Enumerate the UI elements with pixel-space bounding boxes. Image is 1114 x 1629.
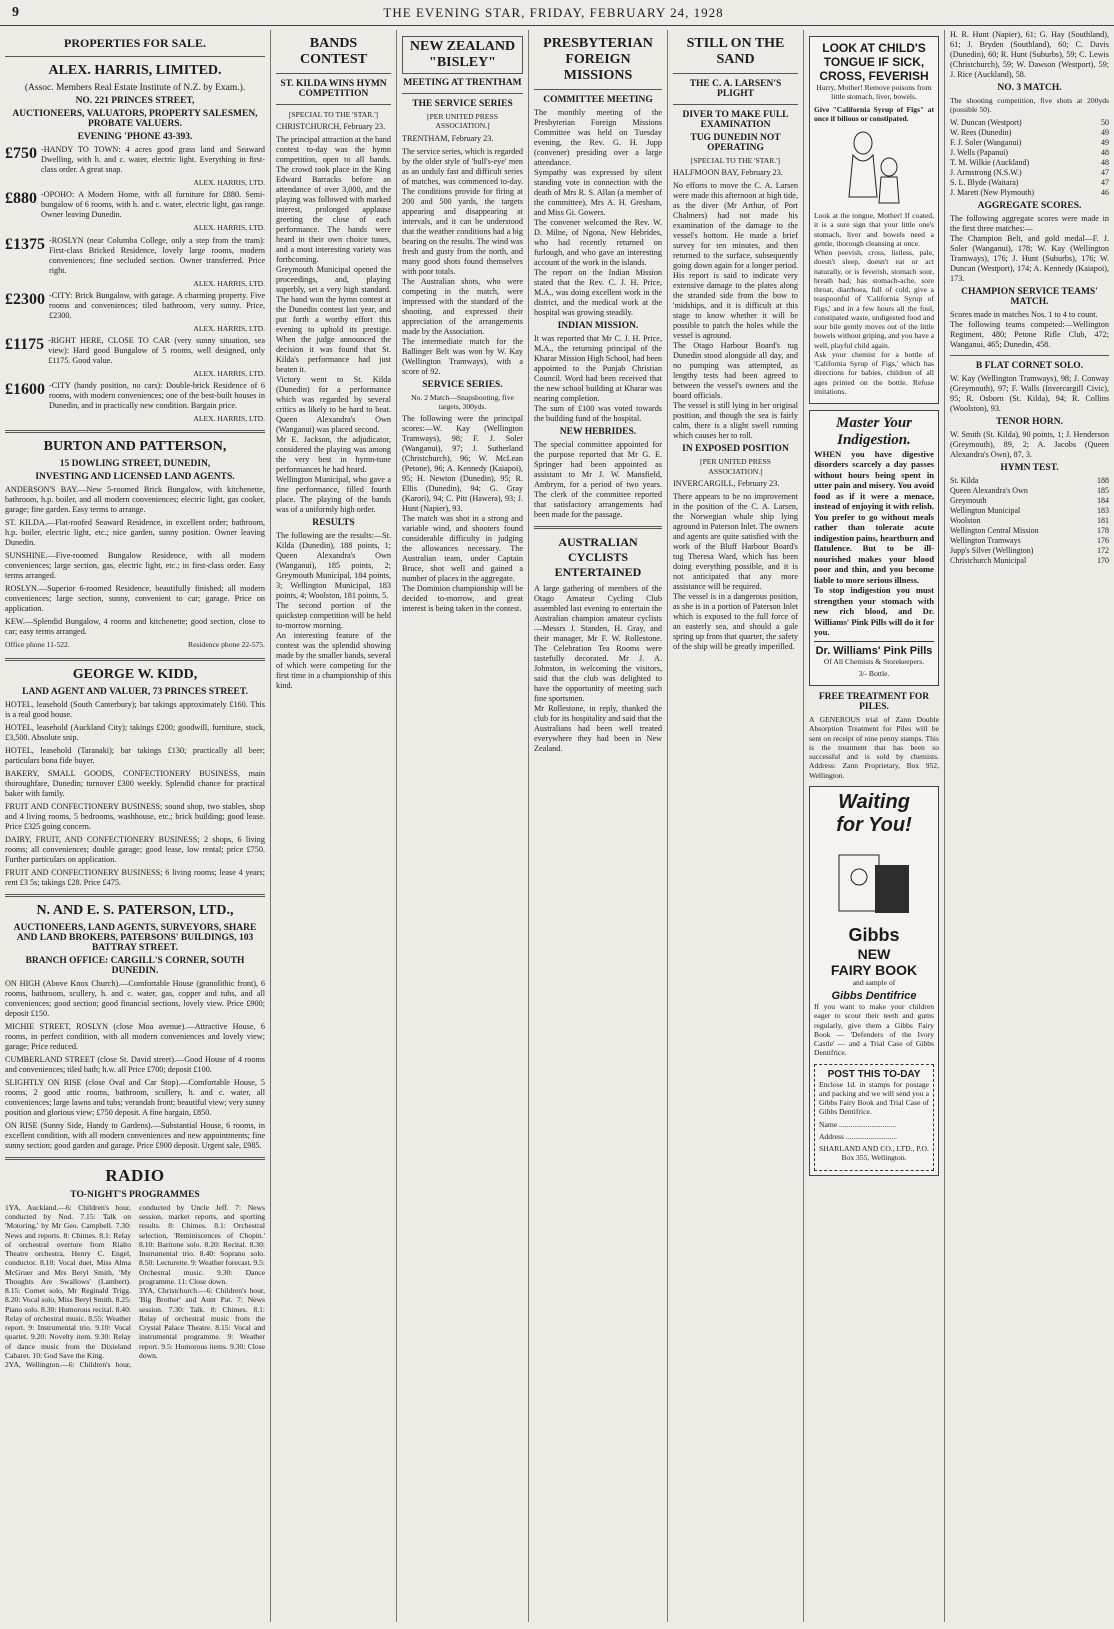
listing-text: ON HIGH (Above Knox Church).—Comfortable House (granolithic front), 6 rooms, bathroom, scullery, h. and c. water, gas, copper and tubs, and all conveniences; good section; good financial sections, lovely view. Price £900; deposit £150.	[5, 978, 265, 1018]
article-subhead-detail: The shooting competition, five shots at 200yds (possible 50).	[950, 96, 1109, 115]
ad-price: 3/- Bottle.	[858, 668, 890, 678]
article-subhead: B FLAT CORNET SOLO.	[975, 360, 1084, 371]
table-row	[950, 148, 1109, 158]
listing-text: HOTEL, leasehold (Auckland City); takings £200; goodwill, furniture, stock, £3,500. Absolute snip.	[5, 722, 265, 742]
ad-headline: LOOK AT CHILD'S	[822, 41, 926, 55]
band-name: Wellington Municipal	[950, 505, 1021, 515]
ad-body: Look at the tongue, Mother! If coated, it is a sure sign that your little one's stomach, liver and bowels need a gentle, thorough cleansing at once. When peevish, cross, listless, pale, doesn't sleep, doesn't eat or act naturally, or is feverish, stomach sour, breath bad; has stomach-ache, sore throat, diarrhoea, full of cold, give a teaspoonful of 'California Syrup of Figs,' and in a few hours all the foul, constipated waste, undigested food and sour bile gently moves out of the little bowels without griping, and you have a well, playful child again. Ask your chemist for a bottle of 'California Syrup of Figs,' which has directions for babies, children of all ages printed on the bottle. Refuse imitations.	[814, 211, 935, 396]
ad-product: Gibbs Dentifrice	[831, 990, 917, 1003]
shooter-name: J. Marett (New Plymouth)	[950, 187, 1034, 197]
ad-new: NEW	[857, 945, 891, 962]
coupon-address-label: Address	[819, 1131, 844, 1141]
article-title: PRESBYTERIAN FOREIGN MISSIONS	[543, 36, 653, 83]
article-dateline: CHRISTCHURCH, February 23.	[276, 122, 386, 132]
ad-body: WHEN you have digestive disorders scarcely a day passes without hours being spent in utter pain and misery. You avoid food as if it were a menace, instead of enjoying it with relish. You prefer to go without meals rather than tolerate acute indigestion pains, heartburn and flatulence. But to be ill-nourished makes your blood poor and thin, and you become liable to more serious illness. To stop indigestion you must strengthen your stomach with new rich blood, and Dr. Williams' Pink Pills will do it for you.	[814, 449, 934, 638]
agent-name: BURTON AND PATTERSON,	[43, 438, 227, 454]
band-score: 184	[1097, 495, 1109, 505]
article-credit: [PER UNITED PRESS ASSOCIATION.]	[700, 457, 771, 476]
shooter-score: 46	[1101, 187, 1109, 197]
ad-body: If you want to make your children eager to scour their teeth and gums regularly, give them a Gibbs Fairy Book — 'Defenders of the Ivory Castle' — and a Trial Case of Gibbs Dentifrice.	[814, 1002, 934, 1058]
band-name: Wellington Tramways	[950, 535, 1021, 545]
table-row	[950, 506, 1109, 516]
shooter-score: 48	[1101, 147, 1109, 157]
listing	[5, 336, 265, 369]
shooter-score: 47	[1101, 177, 1109, 187]
article-subhead: RESULTS	[312, 518, 355, 529]
article-subtitle: THE SERVICE SERIES	[412, 99, 513, 109]
listing-text: -OPOHO: A Modern Home, with all furniture for £880. Semi-bungalow of 6 rooms, with h. and c. water, electric light, gas range. Owner leaving Dunedin.	[41, 190, 265, 220]
band-score: 176	[1097, 535, 1109, 545]
article-body: The monthly meeting of the Presbyterian Foreign Missions Committee was held on Tuesday evening, the Rev. G. H. Jupp (convener) presiding over a large attendance. Sympathy was expressed by silent standing vote in connection with the death of Mrs R. S. Allan (a member of the committee), Mrs A. H. Gresham, and Miss Gi. Gowers. The convener welcomed the Rev. W. D. Milne, of Ngona, New Hebrides, who had recently returned on furlough, and who gave an interesting account of the work in the islands. The report on the Indian Mission stated that the Rev. C. J. H. Price, M.A., was doing excellent work in the district, and the medical work at the hospital was growing steadily.	[534, 108, 662, 317]
listing-text: -CITY: Brick Bungalow, with garage. A charming property. Five rooms and conveniences; tiled bathroom, very sunny. Price, £2300.	[49, 290, 265, 320]
listing-text: ANDERSON'S BAY.—New 5-roomed Brick Bungalow, with kitchenette, bathroom, h.p. boiler, and all modern conveniences; electric light, gas cooker, garage; fine garden. Easy terms to arrange.	[5, 484, 265, 514]
listing-sign: ALEX. HARRIS, LTD.	[193, 323, 265, 333]
band-name: St. Kilda	[950, 475, 979, 485]
listing-sign: ALEX. HARRIS, LTD.	[193, 178, 265, 187]
phone-row	[5, 640, 265, 652]
article-body: No efforts to move the C. A. Larsen were made this afternoon at high tide, as the diver (Mr Arthur, of Port Chalmers) had not made his examination of the damage to the vessel's bottom. He made a brief survey for ten minutes, and then returned to the surface, subsequently going down again for a longer period. His report is said to indicate very extensive damage to the plates along the stranded side from the bow to 'midships, and it is difficult at this stage to know whether it will be possible to patch the holes while the vessel is aground. The Otago Harbour Board's tug Dunedin stood alongside all day, and no pumping was attempted, as lengthy tests had been agreed to between the vessel's owners and the board officials. The vessel is still lying in her original position, and though the sea is fairly calm, there is a slight swell running which causes her to roll.	[673, 181, 798, 441]
listing-price: £1375	[5, 235, 45, 253]
table-row	[950, 476, 1109, 486]
radio-programmes: 1YA, Auckland.—6: Children's hour, conducted by Nod. 7.15: Talk on 'Motoring,' by Mr Geo. Campbell. 7.30: News and reports. 8: Chimes. 8.1: Relay of orchestral overture from Rialto Theatre orchestra, Henry C. Engel, conductor. 8.10: Vocal duet, Miss Alma McGruer and Mrs Beryl Smith, 'My Thoughts Are Swallows' (Lambert). 8.15: Cornet solo, Mr Reginald Trigg. 8.20: Vocal solo, Miss Beryl Smith. 8.25: Piano solo. 8.30: Humorous recital. 8.40: Relay of orchestral music. 8.55: Weather report. 9: Instrumental trio. 9.10: Vocal quartet. 9.20: Novelty item. 9.30: Relay of dance music from the Dixieland Cabaret. 10: God Save the King. 2YA, Wellington.—6: Children's hour, conducted by Uncle Jeff. 7: News session, market reports, and sporting results. 8: Chimes. 8.1: Orchestral selection, 'Reminiscences of Chopin.' 8.10: Baritone solo. 8.20: Recital. 8.30: Instrumental trio. 8.40: Soprano solo. 8.50: Lecturette. 9: Weather forecast. 9.5: Orchestral music. 9.30: Dance programme. 11: Close down. 3YA, Christchurch.—6: Children's hour, 'Big Brother' and Aunt Pat. 7: News session. 7.30: Talk. 8: Chimes. 8.1: Relay of orchestral music from the Crystal Palace Theatre. 8.15: Vocal and instrumental programme. 9: Weather report. 9.5: Humorous items. 9.30: Close down.	[5, 1202, 265, 1369]
syrup-of-figs-ad	[809, 36, 939, 404]
agent-line: AUCTIONEERS, LAND AGENTS, SURVEYORS, SHARE AND LAND BROKERS, PATERSONS' BUILDINGS, 103 BATTRAY STREET.	[13, 922, 257, 953]
band-name: Jupp's Silver (Wellington)	[950, 545, 1034, 555]
listing-price: £750	[5, 145, 37, 162]
band-score: 172	[1097, 545, 1109, 555]
column-advertisements	[803, 30, 944, 1622]
band-score: 170	[1097, 555, 1109, 565]
listing-sign: ALEX. HARRIS, LTD.	[193, 223, 265, 233]
article-title: BANDS CONTEST	[300, 36, 367, 67]
table-row	[950, 118, 1109, 128]
article-subhead: INDIAN MISSION.	[557, 321, 639, 331]
ad-lead: Hurry, Mother! Remove poisons from little stomach, liver, bowels.	[816, 83, 932, 102]
ad-give: Give "California Syrup of Figs" at once if bilious or constipated.	[814, 104, 934, 123]
article-body: Scores made in matches Nos. 1 to 4 to count. The following teams competed:—Wellington Regiment, 480; Petone Rifle Club, 472; Wanganui, 465; Dunedin, 458.	[950, 309, 1109, 349]
table-row	[950, 556, 1109, 566]
listing-text: BAKERY, SMALL GOODS, CONFECTIONERY BUSINESS, main thoroughfare, Dunedin; turnover £300 weekly. Splendid chance for practical baker with family.	[5, 768, 265, 798]
article-dateline: HALFMOON BAY, February 23.	[673, 168, 783, 178]
ad-headline: Waiting	[838, 790, 910, 813]
agent-sub: (Assoc. Members Real Estate Institute of N.Z. by Exam.).	[24, 83, 246, 93]
ad-brand: Gibbs	[848, 924, 900, 945]
agent-line: INVESTING AND LICENSED LAND AGENTS.	[35, 471, 235, 482]
shooter-score: 49	[1101, 127, 1109, 137]
ad-sub: Of All Chemists & Storekeepers.	[823, 656, 925, 666]
table-row	[950, 486, 1109, 496]
score-table	[950, 118, 1109, 198]
article-body: W. Kay (Wellington Tramways), 98; J. Conway (Greymouth), 97; F. Walls (Invercargill Civic), 95; R. Osborn (St. Kilda), 94; R. Collins (Woolston), 93.	[950, 373, 1109, 413]
ad-headline: CROSS, FEVERISH	[819, 69, 929, 83]
ad-headline: for You!	[836, 813, 912, 836]
article-credit: [PER UNITED PRESS ASSOCIATION.]	[427, 112, 498, 131]
article-body: The service series, which is regarded by the older style of 'bull's-eye' men as an unduly fast and difficult series of matches, was commenced to-day. The conditions provide for firing at 200 and 500 yards, the targets appearing and disappearing at intervals, and it can be understood that the weather conditions had a big bearing on the results. The wind was fresh and gusty from the north, and many good shots found themselves with poor totals. The Australian shots, who were competing in the match, were impressed with the standard of the shooting, and expressed their appreciation of the arrangements made by the Association. The intermediate match for the Ballinger Belt was won by W. Kay (Wellington Tramways), with a score of 92.	[402, 146, 523, 376]
article-subtitle: COMMITTEE MEETING	[543, 95, 653, 105]
band-name: Wellington Central Mission	[950, 525, 1039, 535]
table-row	[950, 536, 1109, 546]
residence-phone: Residence phone 22-575.	[188, 639, 265, 649]
listing-text: -CITY (handy position, no cars): Double-brick Residence of 6 rooms, with modern conveniences; one of the best-built houses in Dunedin, and in practically new condition. Bargain price.	[49, 381, 265, 411]
ad-brand: Dr. Williams' Pink Pills	[814, 641, 934, 657]
article-subhead: SERVICE SERIES.	[422, 379, 503, 390]
listing-text: -ROSLYN (near Columba College, only a step from the tram): First-class Bricked Residence, lovely large rooms, modern conveniences; fine secluded section. Owner transferred. Price right.	[49, 235, 265, 275]
ad-headline: Master Your	[836, 415, 912, 431]
article-subtitle: THE C. A. LARSEN'S PLIGHT	[689, 79, 782, 99]
page-number: 9	[12, 4, 19, 20]
listing-price: £1600	[5, 381, 45, 399]
article-subtitle: DIVER TO MAKE FULL EXAMINATION	[682, 110, 789, 130]
agent-address: 15 DOWLING STREET, DUNEDIN,	[59, 458, 211, 469]
article-subhead: NEW HEBRIDES.	[559, 427, 637, 437]
listing-text: FRUIT AND CONFECTIONERY BUSINESS; sound shop, two stables, shop and 4 living rooms, 5 bedrooms, washhouse, etc.; brick building; good lease. Price £325 going concern.	[5, 801, 265, 831]
listing	[5, 190, 265, 223]
masthead	[0, 0, 1114, 26]
listing-text: -HANDY TO TOWN: 4 acres good grass land and Seaward Dwelling, with h. and c. water, electric light. Everything in first-class order. A great snap.	[41, 145, 265, 174]
article-body: There appears to be no improvement in the position of the C. A. Larsen, the Norwegian whale ship lying aground in Paterson Inlet. The owners and agents are quite satisfied with the work of the Bluff Harbour Board's tug Theresa Ward, which has been doing everything possible, and it is not anticipated that any more assistance will be required. The vessel is in a dangerous position, as she is in a portion of Paterson Inlet which is exposed to the full force of an easterly sea, and should a gale spring up from that quarter, the safety of the ship will be greatly imperilled.	[673, 491, 798, 651]
table-row	[950, 168, 1109, 178]
listing-text: DAIRY, FRUIT, AND CONFECTIONERY BUSINESS; 2 shops, 6 living rooms; all conveniences; double garage; good lease, low rental; price £750. Further particulars on application.	[5, 834, 265, 864]
column-bisley	[396, 30, 528, 1622]
agent-name: ALEX. HARRIS, LIMITED.	[48, 63, 222, 78]
shooter-name: S. L. Blyde (Waitara)	[950, 177, 1019, 187]
article-body: The principal attraction at the band contest to-day was the hymn competition, open to all bands. The crowd took place in the King Edward Barracks before an attendance of over 3,000, and the playing was followed with marked interest, prolonged applause greeting the close of each performance. The bands were heard in their own choice tunes, and a most interesting variety was forthcoming. Greymouth Municipal opened the proceedings, and, playing superbly, set a very high standard. The band won the hymn contest at the Dunedin contest last year, and put forth a worthy effort this evening to uphold its prestige. When the judge announced the decision it was found that St. Kilda's performance had just beaten it. Victory went to St. Kilda (Dunedin) for a performance which was regarded by several critics as likely to be hard to beat. Queen Alexandra's Own (Wanganui) was placed second. Mr E. Jackson, the adjudicator, considered the playing was among the very best in hymn-tune performances he had heard. Wellington Municipal, who gave a fine performance, filled fourth place. The playing of the bands was of a uniformly high order.	[276, 135, 391, 515]
listing-text: SLIGHTLY ON RISE (close Oval and Car Stop).—Comfortable House, 5 rooms, 2 good attic rooms, bathroom, scullery, h. and c. water, all conveniences; large lawns and tubs; verandah front; beautiful view; very sunny position and glorious view; £750 deposit. A fine bargain, £850.	[5, 1077, 265, 1117]
band-score: 188	[1097, 475, 1109, 485]
agent-line: LAND AGENT AND VALUER, 73 PRINCES STREET.	[22, 686, 248, 697]
listing-text: MICHIE STREET, ROSLYN (close Moa avenue).—Attractive House, 6 rooms, in perfect condition, with all modern conveniences and lovely view; garage; Price reduced.	[5, 1021, 265, 1051]
shooter-score: 50	[1101, 117, 1109, 127]
article-body: H. R. Hunt (Napier), 61; G. Hay (Southland), 61; J. Bryden (Southland), 60; C. Davis (Dunedin), 60; R. Hunt (Suburbs), 59; C. Lewis (Christchurch), 59; W. Dawson (Westport), 59; J. Rice (Auckland), 58.	[950, 30, 1109, 79]
article-credit: [SPECIAL TO THE 'STAR.']	[288, 110, 379, 119]
table-row	[950, 526, 1109, 536]
article-body: The special committee appointed for the purpose reported that Mr G. E. Springer had been appointed as assistant to Mr J. W. Mansfield, Ambrym, for a period of two years. The clerk of the committee reported that satisfactory arrangements had been made for the passage.	[534, 440, 662, 519]
coupon-address-field[interactable]: Address ...........................	[819, 1131, 898, 1141]
table-row	[950, 496, 1109, 506]
column-bands-contest	[270, 30, 396, 1622]
piles-title: FREE TREATMENT FOR PILES.	[818, 692, 930, 713]
article-body: It was reported that Mr C. J. H. Price, M.A., the returning principal of the Kharar Mission High School, had been appointed to the Punjab Christian Council. Word had been received that the new school building at Kharar was nearing completion. The sum of £100 was voted towards the building fund of the hospital.	[534, 334, 662, 423]
article-body: The following aggregate scores were made in the first three matches:— The Champion Belt, and gold medal—F. J. Soler (Wanganui), 178; W. Kay (Wellington Tramways), 176; J. Hunt (Suburbs), 176; W. Duncan (Westport), 174; A. Kennedy (Kaiapoi), 173.	[950, 213, 1109, 283]
article-credit: [SPECIAL TO THE 'STAR.']	[690, 156, 781, 165]
band-name: Greymouth	[950, 495, 987, 505]
table-row	[950, 178, 1109, 188]
shooter-name: J. Wells (Papanui)	[950, 147, 1009, 157]
column-scores	[944, 30, 1114, 1622]
listing	[5, 236, 265, 279]
fairy-book-illustration	[829, 841, 919, 921]
article-body: The following were the principal scores:—W. Kay (Wellington Tramways), 98; F. J. Soler (Wanganui), 97; J. Sutherland (Christchurch), 96; W. McLean (Petone), 96; A. Kennedy (Kaiapoi), 95; H. Newton (Dunedin), 95; R. Ellis (Dunedin), 94; G. Gray (Karori), 94; C. Pitt (Hawera), 93; J. Hunt (Napier), 93. The match was shot in a strong and variable wind, and shooters found considerable difficulty in judging the allowances necessary. The Australian team, under Captain Bruce, shot well and gained a number of places in the aggregate. The Dominion championship will be decided to-morrow, and great interest is being taken in the contest.	[402, 414, 523, 613]
listing-text: -RIGHT HERE, CLOSE TO CAR (very sunny situation, sea view): Hard good Bungalow of 5 rooms, well designed, only £1175. Good value.	[48, 336, 265, 365]
listing-text: ROSLYN.—Superior 6-roomed Residence, beautifully finished; all modern conveniences; large section, sunny, convenient to car; garage. Price on application.	[5, 583, 265, 613]
ad-headline: TONGUE IF SICK,	[823, 55, 925, 69]
article-subhead: TENOR HORN.	[995, 416, 1064, 427]
table-row	[950, 158, 1109, 168]
coupon-body: Enclose 1d. in stamps for postage and packing and we will send you a Gibbs Fairy Book and Trial Case of Gibbs Dentifrice.	[819, 1079, 929, 1117]
coupon-name-label: Name	[819, 1119, 838, 1129]
listing-text: ON RISE (Sunny Side, Handy to Gardens).—Substantial House, 6 rooms, in excellent condition, with all modern conveniences and new appointments; fine sunny section; good garden and garage. Price £900 deposit. Urgent sale, £985.	[5, 1120, 265, 1150]
shooter-name: F. J. Soler (Wanganui)	[950, 137, 1022, 147]
shooter-score: 47	[1101, 167, 1109, 177]
article-subtitle: TUG DUNEDIN NOT OPERATING	[690, 133, 781, 153]
listing-price: £880	[5, 190, 37, 208]
mother-child-illustration	[839, 127, 909, 207]
listing-text: FRUIT AND CONFECTIONERY BUSINESS; 6 living rooms; lease 4 years; rent £3 5s; takings £28. Price £475.	[5, 867, 265, 887]
band-name: Christchurch Municipal	[950, 555, 1027, 565]
listing	[5, 291, 265, 324]
listing	[5, 381, 265, 414]
listing-text: ST. KILDA.—Flat-roofed Seaward Residence, in excellent order; bathroom, h.p. boiler, electric light, etc.; nice garden, sunny position. Owner leaving Dunedin.	[5, 517, 265, 547]
band-score: 183	[1097, 505, 1109, 515]
article-subhead: IN EXPOSED POSITION	[682, 444, 789, 455]
article-body: A large gathering of members of the Otago Amateur Cycling Club assembled last evening to entertain the Australian champion amateur cyclists—Messrs J. Standen, H. Gray, and their manager, Mr F. W. Rollestone. The Celebration Tea Rooms were tastefully decorated. Mr J. A. Johnston, in welcoming the visitors, said that the club was delighted to have the opportunity of meeting such fine sportsmen. Mr Rollestone, in reply, thanked the club for its hospitality and said that the Australians had been well treated everywhere they had been in New Zealand.	[534, 584, 662, 753]
hymn-table	[950, 476, 1109, 566]
gibbs-ad	[809, 786, 939, 1176]
ad-headline: Indigestion.	[837, 432, 911, 448]
band-name: Queen Alexandra's Own	[950, 485, 1028, 495]
coupon-title: POST THIS TO-DAY	[827, 1068, 921, 1080]
masthead-title: THE EVENING STAR, FRIDAY, FEBRUARY 24, 1928	[383, 4, 724, 20]
agent-name: N. AND E. S. PATERSON, LTD.,	[36, 902, 234, 918]
table-row	[950, 188, 1109, 198]
band-score: 185	[1097, 485, 1109, 495]
article-dateline: INVERCARGILL, February 23.	[673, 478, 780, 488]
band-score: 178	[1097, 525, 1109, 535]
article-subtitle: ST. KILDA WINS HYMN COMPETITION	[280, 79, 387, 99]
article-subhead: AGGREGATE SCORES.	[977, 200, 1082, 211]
band-score: 181	[1097, 515, 1109, 525]
ad-and: and sample of	[852, 977, 896, 987]
piles-body: A GENEROUS trial of Zann Double Absorption Treatment for Piles will be sent on receipt of nine penny stamps. This is the treatment that has been so successful and is sold by chemists. Address: Zann Proprietary, Box 952, Wellington.	[809, 715, 939, 780]
article-title: STILL ON THE SAND	[686, 36, 785, 67]
listing-price: £1175	[5, 336, 45, 353]
agent-line: AUCTIONEERS, VALUATORS, PROPERTY SALESMEN, PROBATE VALUERS.	[12, 109, 258, 129]
article-subhead: NO. 3 MATCH.	[997, 83, 1062, 93]
office-phone: Office phone 11-522.	[5, 639, 70, 649]
table-row	[950, 128, 1109, 138]
article-title: AUSTRALIAN CYCLISTS ENTERTAINED	[554, 535, 642, 579]
radio-subtitle: TO-NIGHT'S PROGRAMMES	[70, 1189, 200, 1200]
article-body: W. Smith (St. Kilda), 90 points, 1; J. Henderson (Greymouth), 89, 2; A. Jacobs (Queen Alexandra's Own), 87, 3.	[950, 429, 1109, 459]
band-name: Woolston	[950, 515, 981, 525]
shooter-name: W. Duncan (Westport)	[950, 117, 1022, 127]
listing-sign: ALEX. HARRIS, LTD.	[193, 278, 265, 288]
column-larsen	[667, 30, 803, 1622]
coupon[interactable]	[814, 1064, 934, 1171]
article-subhead: CHAMPION SERVICE TEAMS' MATCH.	[961, 286, 1098, 307]
listing-text: KEW.—Splendid Bungalow, 4 rooms and kitchenette; good section, close to car; easy terms arranged.	[5, 616, 265, 636]
listing-sign: ALEX. HARRIS, LTD.	[193, 369, 265, 378]
radio-title: RADIO	[105, 1165, 165, 1185]
article-subtitle: MEETING AT TRENTHAM	[403, 78, 522, 88]
agent-branch: BRANCH OFFICE: CARGILL'S CORNER, SOUTH DUNEDIN.	[25, 955, 245, 976]
table-row	[950, 138, 1109, 148]
article-subhead: HYMN TEST.	[1000, 462, 1059, 473]
ad-book: FAIRY BOOK	[830, 961, 918, 978]
shooter-name: W. Rees (Dunedin)	[950, 127, 1012, 137]
article-body: The following are the results:—St. Kilda (Dunedin), 188 points, 1; Queen Alexandra's Own (Wanganui), 185 points, 2; Greymouth Municipal, 184 points, 3; Wellington Municipal, 183 points, 4; Woolston, 181 points, 5. The second portion of the quickstep competition will be held to-morrow morning. An interesting feature of the contest was the splendid showing made by the smaller bands, several of which were competing for the first time in a championship of this kind.	[276, 531, 391, 691]
listing-sign: ALEX. HARRIS, LTD.	[193, 414, 265, 424]
shooter-score: 49	[1101, 137, 1109, 147]
coupon-agent: SHARLAND AND CO., LTD., P.O. Box 355, Wellington.	[819, 1144, 929, 1163]
article-subhead-detail: No. 2 Match—Snapshooting, five targets, 300yds.	[411, 392, 514, 411]
listing-text: HOTEL, leasehold (Taranaki); bar takings £130; practically all beer; particulars bona fide buyer.	[5, 745, 265, 765]
column-missions	[528, 30, 667, 1622]
listing-text: CUMBERLAND STREET (close St. David street).—Good House of 4 rooms and conveniences; tiled bath; h.w. all Price £700; deposit £100.	[5, 1054, 265, 1074]
shooter-name: J. Armstrong (N.S.W.)	[950, 167, 1022, 177]
table-row	[950, 516, 1109, 526]
column-properties	[0, 30, 270, 1622]
shooter-score: 48	[1101, 157, 1109, 167]
pink-pills-ad	[809, 410, 939, 686]
section-title: PROPERTIES FOR SALE.	[64, 36, 206, 50]
article-title: NEW ZEALAND "BISLEY"	[402, 36, 523, 74]
article-dateline: TRENTHAM, February 23.	[402, 133, 494, 143]
listing	[5, 145, 265, 178]
agent-name: GEORGE W. KIDD,	[72, 666, 198, 682]
listing-text: SUNSHINE.—Five-roomed Bungalow Residence, with all modern conveniences; large section, gas, electric light, etc.; in first-class order. Easy terms arranged.	[5, 550, 265, 580]
listing-text: HOTEL, leasehold (South Canterbury); bar takings approximately £160. This is a real good house.	[5, 699, 265, 719]
shooter-name: T. M. Wilkie (Auckland)	[950, 157, 1030, 167]
listing-price: £2300	[5, 290, 45, 308]
agent-phone: EVENING 'PHONE 43-393.	[77, 132, 193, 142]
coupon-name-field[interactable]: Name ..............................	[819, 1119, 896, 1129]
agent-address: NO. 221 PRINCES STREET,	[75, 96, 195, 106]
table-row	[950, 546, 1109, 556]
